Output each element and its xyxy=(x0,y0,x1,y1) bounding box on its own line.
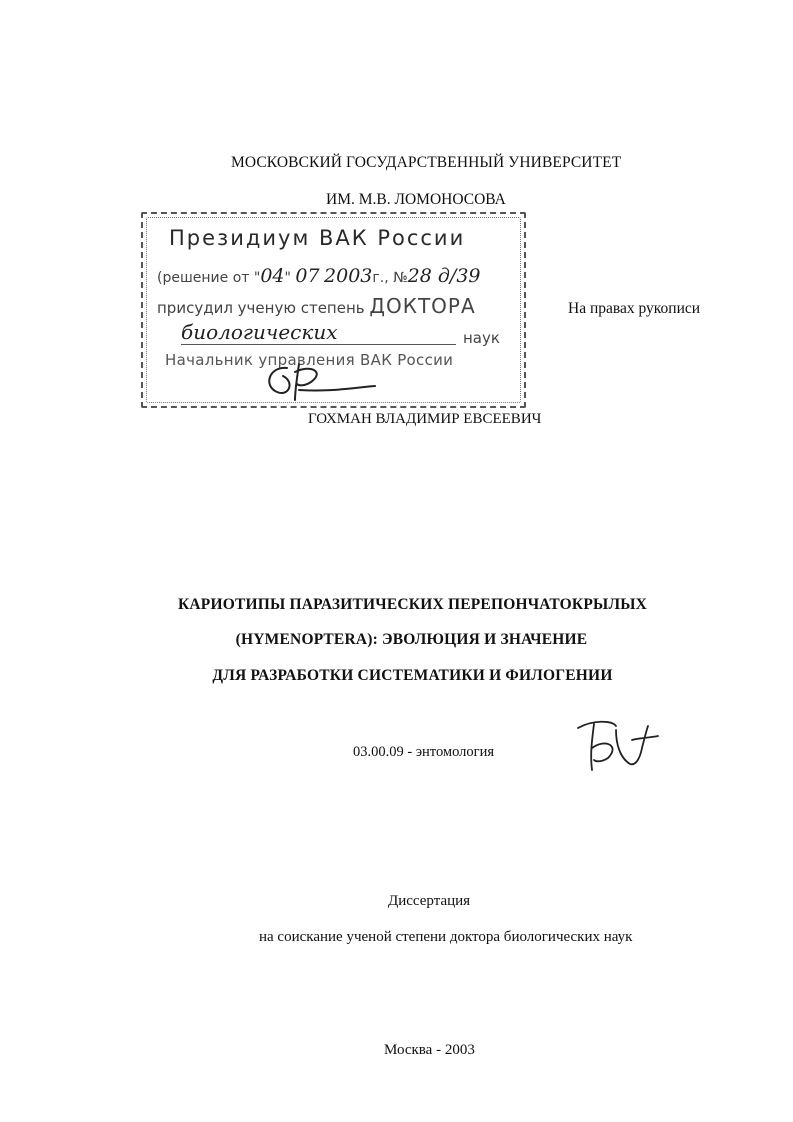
title-line-1: КАРИОТИПЫ ПАРАЗИТИЧЕСКИХ ПЕРЕПОНЧАТОКРЫЛЫХ xyxy=(177,596,648,613)
stamp-award-line xyxy=(157,294,476,318)
stamp-signature-icon xyxy=(259,360,379,404)
stamp-award-prefix: присудил ученую степень xyxy=(157,299,370,317)
author-signature-icon xyxy=(572,718,662,774)
specialty-code: 03.00.09 - энтомология xyxy=(353,744,495,760)
manuscript-rights-note: На правах рукописи xyxy=(568,300,701,317)
author-name: ГОХМАН ВЛАДИМИР ЕВСЕЕВИЧ xyxy=(308,411,542,427)
degree-sought: на соискание ученой степени доктора биологических наук xyxy=(259,929,633,945)
university-name: МОСКОВСКИЙ ГОСУДАРСТВЕННЫЙ УНИВЕРСИТЕТ xyxy=(231,154,622,171)
stamp-decision-line xyxy=(157,265,481,287)
vak-stamp xyxy=(141,212,526,408)
stamp-heading: Президиум ВАК России xyxy=(169,226,466,250)
stamp-decision-number: 28 д/39 xyxy=(407,265,481,287)
stamp-decision-day: 04 xyxy=(260,265,285,287)
stamp-decision-sep: " xyxy=(284,270,296,286)
title-line-3: ДЛЯ РАЗРАБОТКИ СИСТЕМАТИКИ И ФИЛОГЕНИИ xyxy=(212,667,613,684)
document-type: Диссертация xyxy=(388,893,471,909)
stamp-science-field: биологических xyxy=(181,320,456,345)
stamp-science-suffix: наук xyxy=(463,329,500,347)
university-name-line2: ИМ. М.В. ЛОМОНОСОВА xyxy=(326,191,506,208)
stamp-decision-prefix: (решение от " xyxy=(157,270,261,286)
city-year: Москва - 2003 xyxy=(384,1042,475,1058)
stamp-chief-label: Начальник управления ВАК России xyxy=(165,351,454,369)
stamp-decision-year-suffix: г., № xyxy=(372,270,408,286)
stamp-decision-year: 2003 xyxy=(324,265,373,287)
title-line-2: (HYMENOPTERA): ЭВОЛЮЦИЯ И ЗНАЧЕНИЕ xyxy=(235,631,588,648)
stamp-decision-month: 07 xyxy=(295,265,320,287)
stamp-award-degree: ДОКТОРА xyxy=(369,294,476,318)
